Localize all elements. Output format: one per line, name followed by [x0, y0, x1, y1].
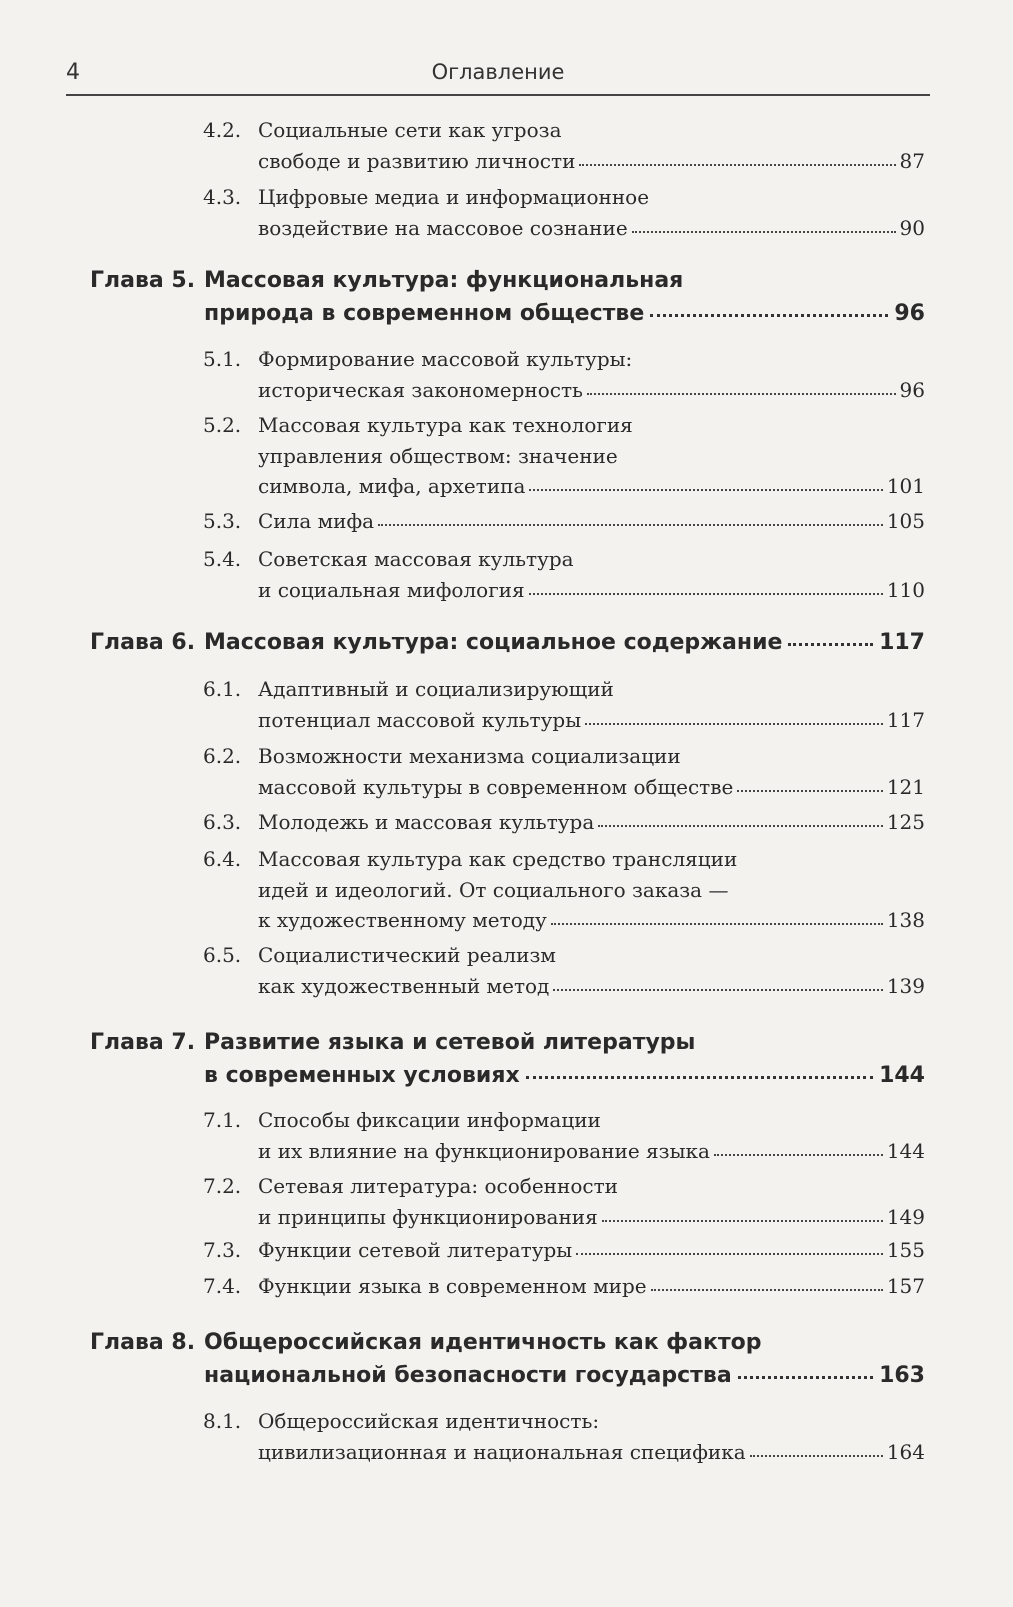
entry-last-line — [258, 149, 925, 173]
leader-dots — [737, 789, 882, 792]
running-title: Оглавление — [431, 60, 565, 84]
section-number: 8.1. — [203, 1409, 242, 1433]
section-number: 5.1. — [203, 347, 242, 371]
entry-last-line — [204, 1363, 925, 1388]
entry-title-line: Цифровые медиа и информационное — [258, 185, 650, 209]
section-number: 7.2. — [203, 1174, 242, 1198]
leader-dots — [553, 988, 882, 991]
leader-dots — [650, 313, 888, 317]
entry-title-line: Способы фиксации информации — [258, 1108, 601, 1132]
entry-title-line: управления обществом: значение — [258, 443, 618, 468]
entry-title-line: и их влияние на функционирование языка — [258, 1138, 710, 1163]
leader-dots — [526, 1075, 873, 1079]
entry-title-line: в современных условиях — [204, 1063, 520, 1088]
entry-last-line — [204, 1063, 925, 1088]
page-header — [66, 58, 930, 96]
entry-title-line: историческая закономерность — [258, 377, 583, 402]
entry-last-line — [258, 810, 925, 834]
entry-title-line: как художественный метод — [258, 973, 550, 998]
section-number: 7.3. — [203, 1238, 242, 1262]
entry-title-line: и социальная мифология — [258, 577, 525, 602]
leader-dots — [529, 488, 882, 491]
entry-last-line — [258, 378, 925, 402]
entry-title-line: Сила мифа — [258, 509, 375, 533]
page-ref: 117 — [879, 630, 925, 655]
section-number: 6.5. — [203, 943, 242, 967]
leader-dots — [714, 1153, 883, 1156]
entry-title-line: потенциал массовой культуры — [258, 707, 582, 732]
entry-title-line: свободе и развитию личности — [258, 148, 576, 173]
leader-dots — [632, 230, 896, 233]
page-ref: 101 — [886, 474, 925, 498]
entry-last-line — [258, 578, 925, 602]
section-number: 5.3. — [203, 509, 242, 533]
page-number: 4 — [66, 60, 80, 85]
entry-title-line: национальной безопасности государства — [204, 1363, 732, 1388]
entry-title-line: Общероссийская идентичность: — [258, 1409, 600, 1433]
page-ref: 144 — [879, 1063, 925, 1088]
section-number: 5.4. — [203, 547, 242, 571]
entry-last-line — [258, 216, 925, 240]
entry-title-line: Советская массовая культура — [258, 547, 574, 571]
entry-title-line: Социалистический реализм — [258, 943, 556, 967]
leader-dots — [378, 523, 883, 526]
entry-title-line: к художественному методу — [258, 908, 547, 932]
leader-dots — [585, 722, 883, 725]
entry-title-line: Массовая культура: функциональная — [204, 268, 684, 293]
page-ref: 144 — [886, 1138, 925, 1163]
entry-title-line: воздействие на массовое сознание — [258, 215, 628, 240]
page-ref: 110 — [886, 577, 925, 602]
entry-title-line: идей и идеологий. От социального заказа — — [258, 877, 729, 902]
page-ref: 96 — [894, 301, 925, 326]
page-ref: 149 — [886, 1204, 925, 1229]
page-ref: 125 — [886, 810, 925, 834]
entry-last-line — [258, 474, 925, 498]
entry-last-line — [258, 974, 925, 998]
page-ref: 155 — [886, 1238, 925, 1262]
entry-last-line — [258, 908, 925, 932]
page-ref: 117 — [886, 707, 925, 732]
page-ref: 105 — [886, 509, 925, 533]
page-ref: 87 — [899, 148, 925, 173]
chapter-label: Глава 7. — [90, 1030, 196, 1055]
entry-last-line — [258, 1274, 925, 1298]
entry-last-line — [258, 1205, 925, 1229]
entry-title-line: Социальные сети как угроза — [258, 118, 562, 142]
chapter-label: Глава 5. — [90, 268, 196, 293]
leader-dots — [602, 1219, 883, 1222]
leader-dots — [587, 392, 896, 395]
entry-last-line — [204, 630, 925, 655]
entry-title-line: цивилизационная и национальная специфика — [258, 1439, 746, 1464]
entry-title-line: Формирование массовой культуры: — [258, 347, 633, 371]
section-number: 7.4. — [203, 1274, 242, 1298]
page-ref: 157 — [886, 1274, 925, 1298]
entry-last-line — [258, 509, 925, 533]
entry-last-line — [258, 1139, 925, 1163]
entry-title-line: Массовая культура: социальное содержание — [204, 630, 783, 655]
entry-title-line: Массовая культура как средство трансляции — [258, 847, 738, 871]
header-rule — [66, 94, 930, 96]
page-ref: 96 — [899, 377, 925, 402]
entry-title-line: Функции языка в современном мире — [258, 1274, 647, 1298]
leader-dots — [750, 1454, 883, 1457]
page-ref: 90 — [899, 215, 925, 240]
entry-last-line — [258, 775, 925, 799]
entry-title-line: символа, мифа, архетипа — [258, 474, 526, 498]
section-number: 6.3. — [203, 810, 242, 834]
page-ref: 164 — [886, 1439, 925, 1464]
entry-title-line: Функции сетевой литературы — [258, 1238, 573, 1262]
leader-dots — [576, 1252, 883, 1255]
entry-title-line: Возможности механизма социализации — [258, 744, 681, 768]
entry-title-line: Молодежь и массовая культура — [258, 810, 595, 834]
leader-dots — [598, 824, 883, 827]
leader-dots — [579, 163, 895, 166]
page-ref: 163 — [879, 1363, 925, 1388]
entry-last-line — [258, 1238, 925, 1262]
leader-dots — [529, 592, 883, 595]
leader-dots — [651, 1288, 883, 1291]
entry-title-line: массовой культуры в современном обществе — [258, 774, 734, 799]
entry-last-line — [258, 1440, 925, 1464]
section-number: 4.3. — [203, 185, 242, 209]
entry-title-line: Сетевая литература: особенности — [258, 1174, 618, 1198]
entry-title-line: Адаптивный и социализирующий — [258, 677, 614, 701]
entry-title-line: Развитие языка и сетевой литературы — [204, 1030, 696, 1055]
entry-title-line: и принципы функционирования — [258, 1204, 598, 1229]
section-number: 4.2. — [203, 118, 242, 142]
section-number: 6.4. — [203, 847, 242, 871]
leader-dots — [738, 1375, 873, 1379]
entry-last-line — [258, 708, 925, 732]
section-number: 6.1. — [203, 677, 242, 701]
page-ref: 139 — [886, 973, 925, 998]
entry-title-line: природа в современном обществе — [204, 301, 645, 326]
section-number: 7.1. — [203, 1108, 242, 1132]
entry-last-line — [204, 301, 925, 326]
page-ref: 121 — [886, 774, 925, 799]
section-number: 5.2. — [203, 413, 242, 437]
entry-title-line: Массовая культура как технология — [258, 413, 633, 437]
page-ref: 138 — [886, 908, 925, 932]
chapter-label: Глава 8. — [90, 1330, 196, 1355]
entry-title-line: Общероссийская идентичность как фактор — [204, 1330, 762, 1355]
section-number: 6.2. — [203, 744, 242, 768]
leader-dots — [551, 922, 883, 925]
leader-dots — [788, 642, 873, 646]
chapter-label: Глава 6. — [90, 630, 196, 655]
